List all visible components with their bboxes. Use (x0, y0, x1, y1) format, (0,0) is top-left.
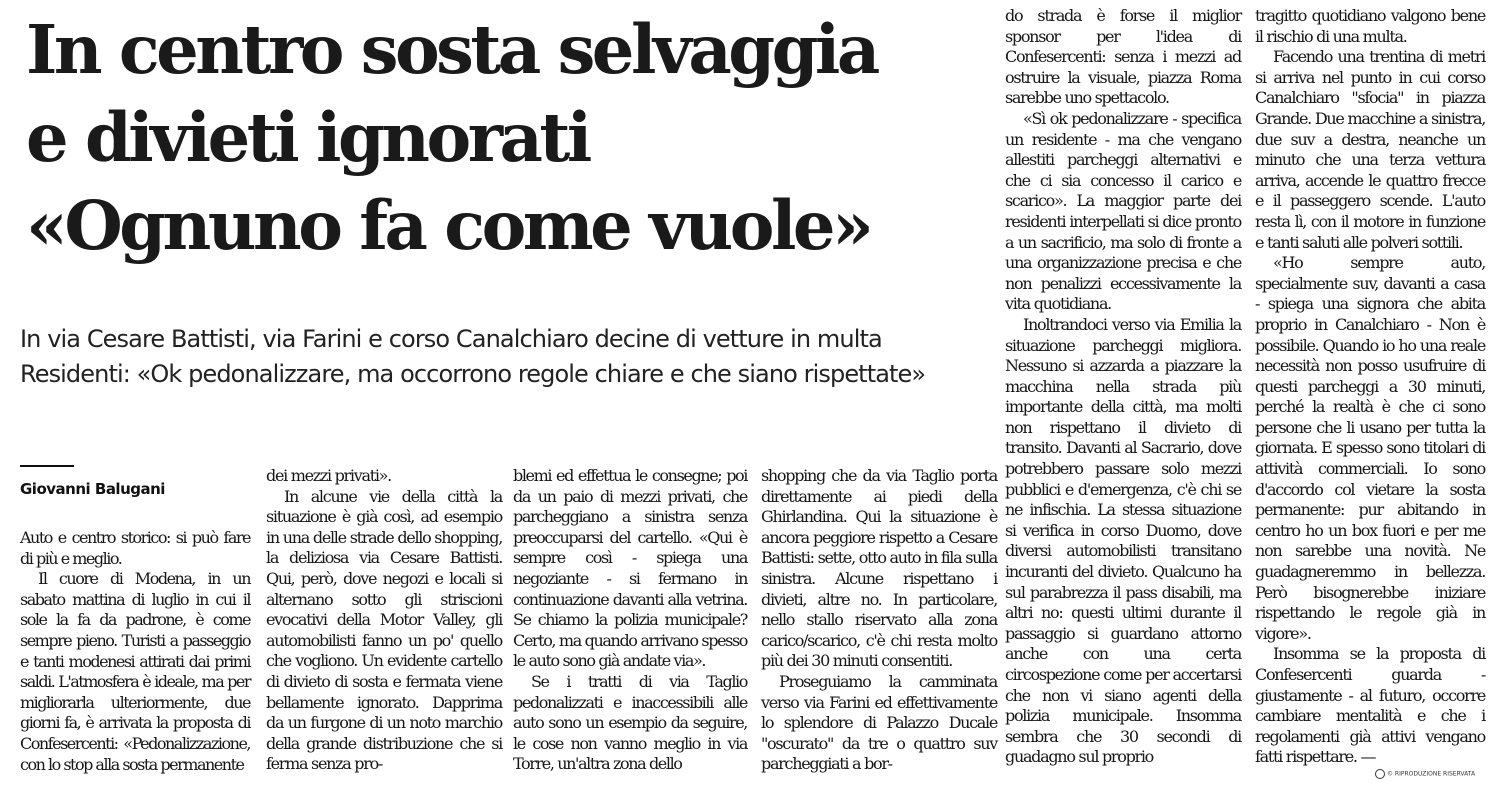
headline-line-1: In centro sosta selvaggia (26, 10, 877, 89)
headline-line-2: e divieti ignorati (26, 98, 589, 177)
copyright-icon (1375, 769, 1385, 779)
paragraph: Insomma se la proposta di Confesercenti guarda - giustamente - al futuro, occorre cambiare mentalità e che i regolamenti già attivi vengano fatti rispettare. — (1255, 644, 1485, 767)
headline-line-3: «Ognuno fa come vuole» (26, 186, 871, 265)
paragraph: Il cuore di Modena, in un sabato mattina di luglio in cui il sole la fa da padrone, è come sempre pieno. Turisti a passeggio e tanti modenesi attirati dai primi saldi. L'atmosfera è ideale, ma per migliorarla ulteriormente, due giorni fa, è arrivata la proposta di Confesercenti: «Pedonalizzazione, con lo stop alla sosta permanente (20, 569, 250, 774)
paragraph: Inoltrandoci verso via Emilia la situazione parcheggi migliora. Nessuno si azzarda a piazzare la macchina nella strada più importante della città, ma molti non rispettano il divieto di transito. Davanti al Sacrario, dove potrebbero passare solo mezzi pubblici e d'emergenza, c'è chi se ne infischia. La stessa situazione si verifica in corso Duomo, dove diversi automobilisti transitano incuranti del divieto. Qualcuno ha sul parabrezza il pass disabili, ma altri no: questi ultimi durante il passaggio si guardano attorno anche con una certa circospezione come per accertarsi che non vi siano agenti della polizia municipale. Insomma sembra che 30 secondi di guadagno sul proprio (1005, 314, 1241, 767)
paragraph: tragitto quotidiano valgono bene il rischio di una multa. (1255, 6, 1485, 46)
paragraph: Se i tratti di via Taglio pedonalizzati e inaccessibili alle auto sono un esempio da seguire, le cose non vanno meglio in via Torre, un'altra zona dello (513, 671, 747, 774)
article-column-5 (1005, 6, 1241, 768)
byline: Giovanni Balugani (20, 480, 165, 498)
paragraph: Auto e centro storico: si può fare di più e meglio. (20, 528, 250, 568)
copyright-credit (1375, 769, 1475, 779)
paragraph: shopping che da via Taglio porta direttamente ai piedi della Ghirlandina. Qui la situazione è ancora peggiore rispetto a Cesare Battisti: sette, otto auto in fila sulla sinistra. Alcune rispettano i divieti, altre no. In particolare, nello stallo riservato alla zona carico/scarico, c'è chi resta molto più dei 30 minuti consentiti. (761, 466, 997, 671)
article-column-4 (761, 466, 997, 775)
byline-rule (20, 465, 74, 467)
paragraph: «Sì ok pedonalizzare - specifica un residente - ma che vengano allestiti parcheggi alternativi e che ci sia concesso il carico e scarico». La maggior parte dei residenti interpellati si dice pronto a un sacrificio, ma solo di fronte a una organizzazione precisa e che non penalizzi eccessivamente la vita quotidiana. (1005, 108, 1241, 314)
paragraph: dei mezzi privati». (266, 466, 391, 485)
paragraph: do strada è forse il miglior sponsor per l'idea di Confesercenti: senza i mezzi ad ostruire la visuale, piazza Roma sarebbe uno spettacolo. (1005, 6, 1241, 108)
subheadline-line-1: In via Cesare Battisti, via Farini e corso Canalchiaro decine di vetture in multa (20, 325, 882, 353)
copyright-text: © RIPRODUZIONE RISERVATA (1387, 770, 1476, 778)
article-column-1 (20, 528, 250, 775)
headline (26, 6, 986, 270)
article-column-6 (1255, 6, 1485, 768)
subheadline (20, 322, 1000, 392)
subheadline-line-2: Residenti: «Ok pedonalizzare, ma occorrono regole chiare e che siano rispettate» (20, 360, 926, 388)
article-column-2 (266, 466, 502, 775)
article-column-3 (513, 466, 747, 775)
paragraph: Proseguiamo la camminata verso via Farini ed effettivamente lo splendore di Palazzo Ducale "oscurato" da tre o quattro suv parcheggiati a bor- (761, 671, 997, 774)
paragraph: blemi ed effettua le consegne; poi da un paio di mezzi privati, che parcheggiano a sinistra senza preoccuparsi del cartello. «Qui è sempre così - spiega una negoziante - si fermano in continuazione davanti alla vetrina. Se chiamo la polizia municipale? Certo, ma quando arrivano spesso le auto sono già andate via». (513, 466, 747, 671)
paragraph: Facendo una trentina di metri si arriva nel punto in cui corso Canalchiaro "sfocia" in piazza Grande. Due macchine a sinistra, due suv a destra, neanche un minuto che una terza vettura arriva, accende le quattro frecce e il passeggero scende. L'auto resta lì, con il motore in funzione e tanti saluti alle polveri sottili. (1255, 47, 1485, 252)
paragraph: «Ho sempre auto, specialmente suv, davanti a casa - spiega una signora che abita proprio in Canalchiaro - Non è possibile. Quando io ho una reale necessità non posso usufruire di questi parcheggi a 30 minuti, perché la realtà è che ci sono persone che li usano per tutta la giornata. E spesso sono titolari di attività commerciali. Io sono d'accordo col vietare la sosta permanente: pur abitando in centro ho un box fuori e per me non sarebbe una novità. Ne guadagneremmo in bellezza. Però bisognerebbe iniziare rispettando le regole già in vigore». (1255, 253, 1485, 643)
paragraph: In alcune vie della città la situazione è già così, ad esempio in una delle strade dello shopping, la deliziosa via Cesare Battisti. Qui, però, dove negozi e locali si alternano sotto gli striscioni evocativi della Motor Valley, gli automobilisti fanno un po' quello che vogliono. Un evidente cartello di divieto di sosta e fermata viene bellamente ignorato. Dapprima da un furgone di un noto marchio della grande distribuzione che si ferma senza pro- (266, 486, 502, 774)
